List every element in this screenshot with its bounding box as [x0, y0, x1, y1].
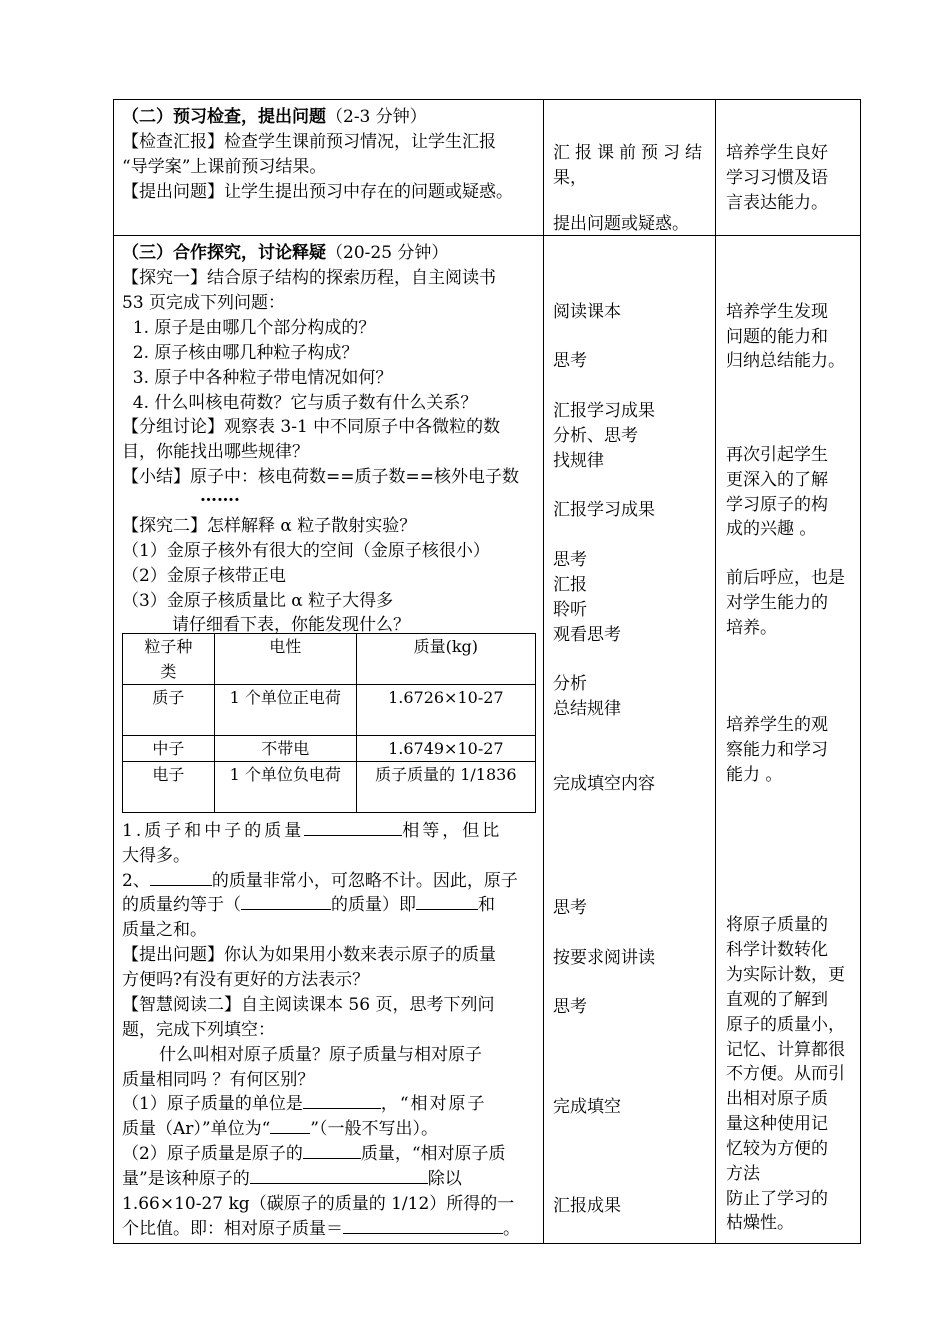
student-activity: 思考 — [553, 351, 587, 371]
discussion-line: 目，你能找出哪些规律？ — [122, 442, 309, 462]
section3-time: （20-25 分钟） — [326, 243, 449, 263]
blank-field[interactable] — [270, 1114, 310, 1134]
fill-q1: 1.质子和中子的质量 相等，但比 — [122, 816, 502, 841]
table-border-bottom — [113, 1243, 861, 1244]
blank-field[interactable] — [150, 866, 212, 886]
blank-field[interactable] — [241, 890, 331, 910]
explore2-line: 【探究二】怎样解释 α 粒子散射实验？ — [122, 516, 417, 536]
section2-goal-line: 学习习惯及语 — [726, 168, 828, 188]
student-activity: 汇报学习成果 — [553, 401, 655, 421]
section2-line: “导学案”上课前预习结果。 — [122, 157, 327, 177]
explore2-line: （1）金原子核外有很大的空间（金原子核很小） — [122, 541, 490, 561]
goal-line: 记忆、计算都很 — [726, 1040, 845, 1060]
section2-student-line: 汇报课前预习结 — [553, 143, 707, 163]
table-cell: 1.6749×10-27 — [356, 736, 535, 762]
table-cell: 质子 — [123, 685, 215, 736]
table-cell: 质子质量的 1/1836 — [356, 762, 535, 813]
fill-q2-end: 质量之和。 — [122, 920, 207, 940]
blank-field[interactable] — [304, 816, 402, 836]
goal-line: 问题的能力和 — [726, 327, 828, 347]
goal-line: 培养学生的观 — [726, 715, 828, 735]
fill2-a-cont: 质量（Ar）”单位为“ ”（一般不写出）。 — [122, 1114, 438, 1139]
goal-line: 察能力和学习 — [726, 740, 828, 760]
table-border-left — [113, 99, 114, 1244]
goal-line: 不方便。从而引 — [726, 1064, 845, 1084]
section2-student-line: 果， — [553, 168, 587, 188]
student-activity: 分析、思考 — [553, 426, 638, 446]
goal-line: 量这种使用记 — [726, 1114, 828, 1134]
section2-student-line: 提出问题或疑惑。 — [553, 214, 689, 234]
goal-line: 成的兴趣 。 — [726, 519, 817, 539]
explore1-question: 4. 什么叫核电荷数？它与质子数有什么关系？ — [122, 393, 478, 413]
summary-line: 【小结】原子中：核电荷数==质子数==核外电子数 — [122, 467, 519, 487]
goal-line: 更深入的了解 — [726, 470, 828, 490]
goal-line: 出相对原子质 — [726, 1089, 828, 1109]
student-activity: 阅读课本 — [553, 302, 621, 322]
goal-line: 前后呼应，也是 — [726, 568, 845, 588]
student-activity: 聆听 — [553, 600, 587, 620]
fill-q2: 2、 的质量非常小，可忽略不计。因此，原子 — [122, 866, 518, 891]
fill-q1-cont: 大得多。 — [122, 846, 190, 866]
blank-field[interactable] — [303, 1139, 361, 1159]
fill-q2-cont: 的质量约等于（ 的质量）即 和 — [122, 890, 495, 915]
student-activity: 思考 — [553, 550, 587, 570]
section2-goal-line: 培养学生良好 — [726, 143, 828, 163]
goal-line: 再次引起学生 — [726, 445, 828, 465]
explore1-question: 2. 原子核由哪几种粒子构成？ — [122, 343, 359, 363]
explore2-line: （3）金原子核质量比 α 粒子大得多 — [122, 591, 394, 611]
section2-heading — [122, 102, 427, 127]
blank-field[interactable] — [250, 1164, 428, 1184]
table-cell: 电子 — [123, 762, 215, 813]
student-activity: 思考 — [553, 997, 587, 1017]
student-activity: 汇报学习成果 — [553, 500, 655, 520]
explore1-line: 53 页完成下列问题： — [122, 293, 286, 313]
section3-heading — [122, 238, 448, 263]
explore1-question: 3. 原子中各种粒子带电情况如何？ — [122, 368, 393, 388]
goal-line: 培养。 — [726, 618, 777, 638]
goal-line: 忆较为方便的 — [726, 1139, 828, 1159]
goal-line: 原子的质量小， — [726, 1015, 845, 1035]
table-header-cell: 电性 — [214, 634, 356, 685]
section2-line: 【检查汇报】检查学生课前预习情况，让学生汇报 — [122, 132, 496, 152]
explore1-question: 1. 原子是由哪几个部分构成的？ — [122, 318, 376, 338]
goal-line: 能力 。 — [726, 765, 783, 785]
student-activity: 观看思考 — [553, 625, 621, 645]
table-header-cell: 质量(kg) — [356, 634, 535, 685]
section3-title: （三）合作探究，讨论释疑 — [122, 243, 326, 263]
goal-line: 直观的了解到 — [726, 990, 828, 1010]
explore2-line: （2）金原子核带正电 — [122, 566, 286, 586]
fill2-b-cont: 量”是该种原子的 除以 — [122, 1164, 462, 1189]
section2-title: （二）预习检查，提出问题 — [122, 107, 326, 127]
student-activity: 完成填空内容 — [553, 774, 655, 794]
student-activity: 汇报成果 — [553, 1196, 621, 1216]
student-activity: 总结规律 — [553, 699, 621, 719]
student-activity: 找规律 — [553, 451, 604, 471]
table-cell: 中子 — [123, 736, 215, 762]
goal-line: 防止了学习的 — [726, 1189, 828, 1209]
discussion-line: 【分组讨论】观察表 3-1 中不同原子中各微粒的数 — [122, 417, 501, 437]
table-row-divider — [113, 235, 861, 236]
section2-time: （2-3 分钟） — [326, 107, 427, 127]
fill2-b-end: 个比值。即：相对原子质量＝ 。 — [122, 1214, 520, 1239]
fill2-b-formula: 1.66×10-27 kg（碳原子的质量的 1/12）所得的一 — [122, 1194, 515, 1214]
goal-line: 方法 — [726, 1164, 760, 1184]
explore2-prompt: 请仔细看下表，你能发现什么？ — [172, 615, 410, 635]
goal-line: 对学生能力的 — [726, 593, 828, 613]
explore1-line: 【探究一】结合原子结构的探索历程，自主阅读书 — [122, 268, 496, 288]
table-cell: 1 个单位负电荷 — [214, 762, 356, 813]
goal-line: 归纳总结能力。 — [726, 351, 845, 371]
blank-field[interactable] — [416, 890, 478, 910]
goal-line: 科学计数转化 — [726, 940, 828, 960]
student-activity: 完成填空 — [553, 1097, 621, 1117]
blank-field[interactable] — [343, 1214, 503, 1234]
table-col-divider-1 — [543, 99, 544, 1244]
table-row — [123, 762, 536, 813]
student-activity: 按要求阅讲读 — [553, 948, 655, 968]
section2-goal-line: 言表达能力。 — [726, 193, 828, 213]
summary-ellipsis: ……. — [200, 486, 240, 506]
student-activity: 分析 — [553, 674, 587, 694]
table-border-top — [113, 99, 861, 100]
question-line: 方便吗?有没有更好的方法表示？ — [122, 970, 370, 990]
goal-line: 将原子质量的 — [726, 915, 828, 935]
question-line: 【提出问题】你认为如果用小数来表示原子的质量 — [122, 945, 496, 965]
read2-line: 题，完成下列填空： — [122, 1020, 275, 1040]
table-cell: 1.6726×10-27 — [356, 685, 535, 736]
student-activity: 汇报 — [553, 575, 587, 595]
goal-line: 枯燥性。 — [726, 1213, 794, 1233]
read2-line: 【智慧阅读二】自主阅读课本 56 页，思考下列问 — [122, 995, 495, 1015]
particle-table — [122, 633, 536, 813]
goal-line: 培养学生发现 — [726, 302, 828, 322]
table-header-row — [123, 634, 536, 685]
table-border-right — [860, 99, 861, 1244]
table-row — [123, 685, 536, 736]
table-cell: 不带电 — [214, 736, 356, 762]
table-cell: 1 个单位正电荷 — [214, 685, 356, 736]
table-row — [123, 736, 536, 762]
student-activity: 思考 — [553, 898, 587, 918]
read2-line: 什么叫相对原子质量？原子质量与相对原子 — [159, 1045, 482, 1065]
table-col-divider-2 — [715, 99, 716, 1244]
goal-line: 为实际计数，更 — [726, 965, 845, 985]
section2-line: 【提出问题】让学生提出预习中存在的问题或疑惑。 — [122, 182, 513, 202]
blank-field[interactable] — [303, 1089, 381, 1109]
read2-line: 质量相同吗 ？有何区别？ — [122, 1070, 315, 1090]
fill2-a: （1）原子质量的单位是 ，“相对原子 — [122, 1089, 487, 1114]
table-header-cell: 粒子种类 — [123, 634, 215, 685]
goal-line: 学习原子的构 — [726, 495, 828, 515]
fill2-b: （2）原子质量是原子的 质量，“相对原子质 — [122, 1139, 506, 1164]
